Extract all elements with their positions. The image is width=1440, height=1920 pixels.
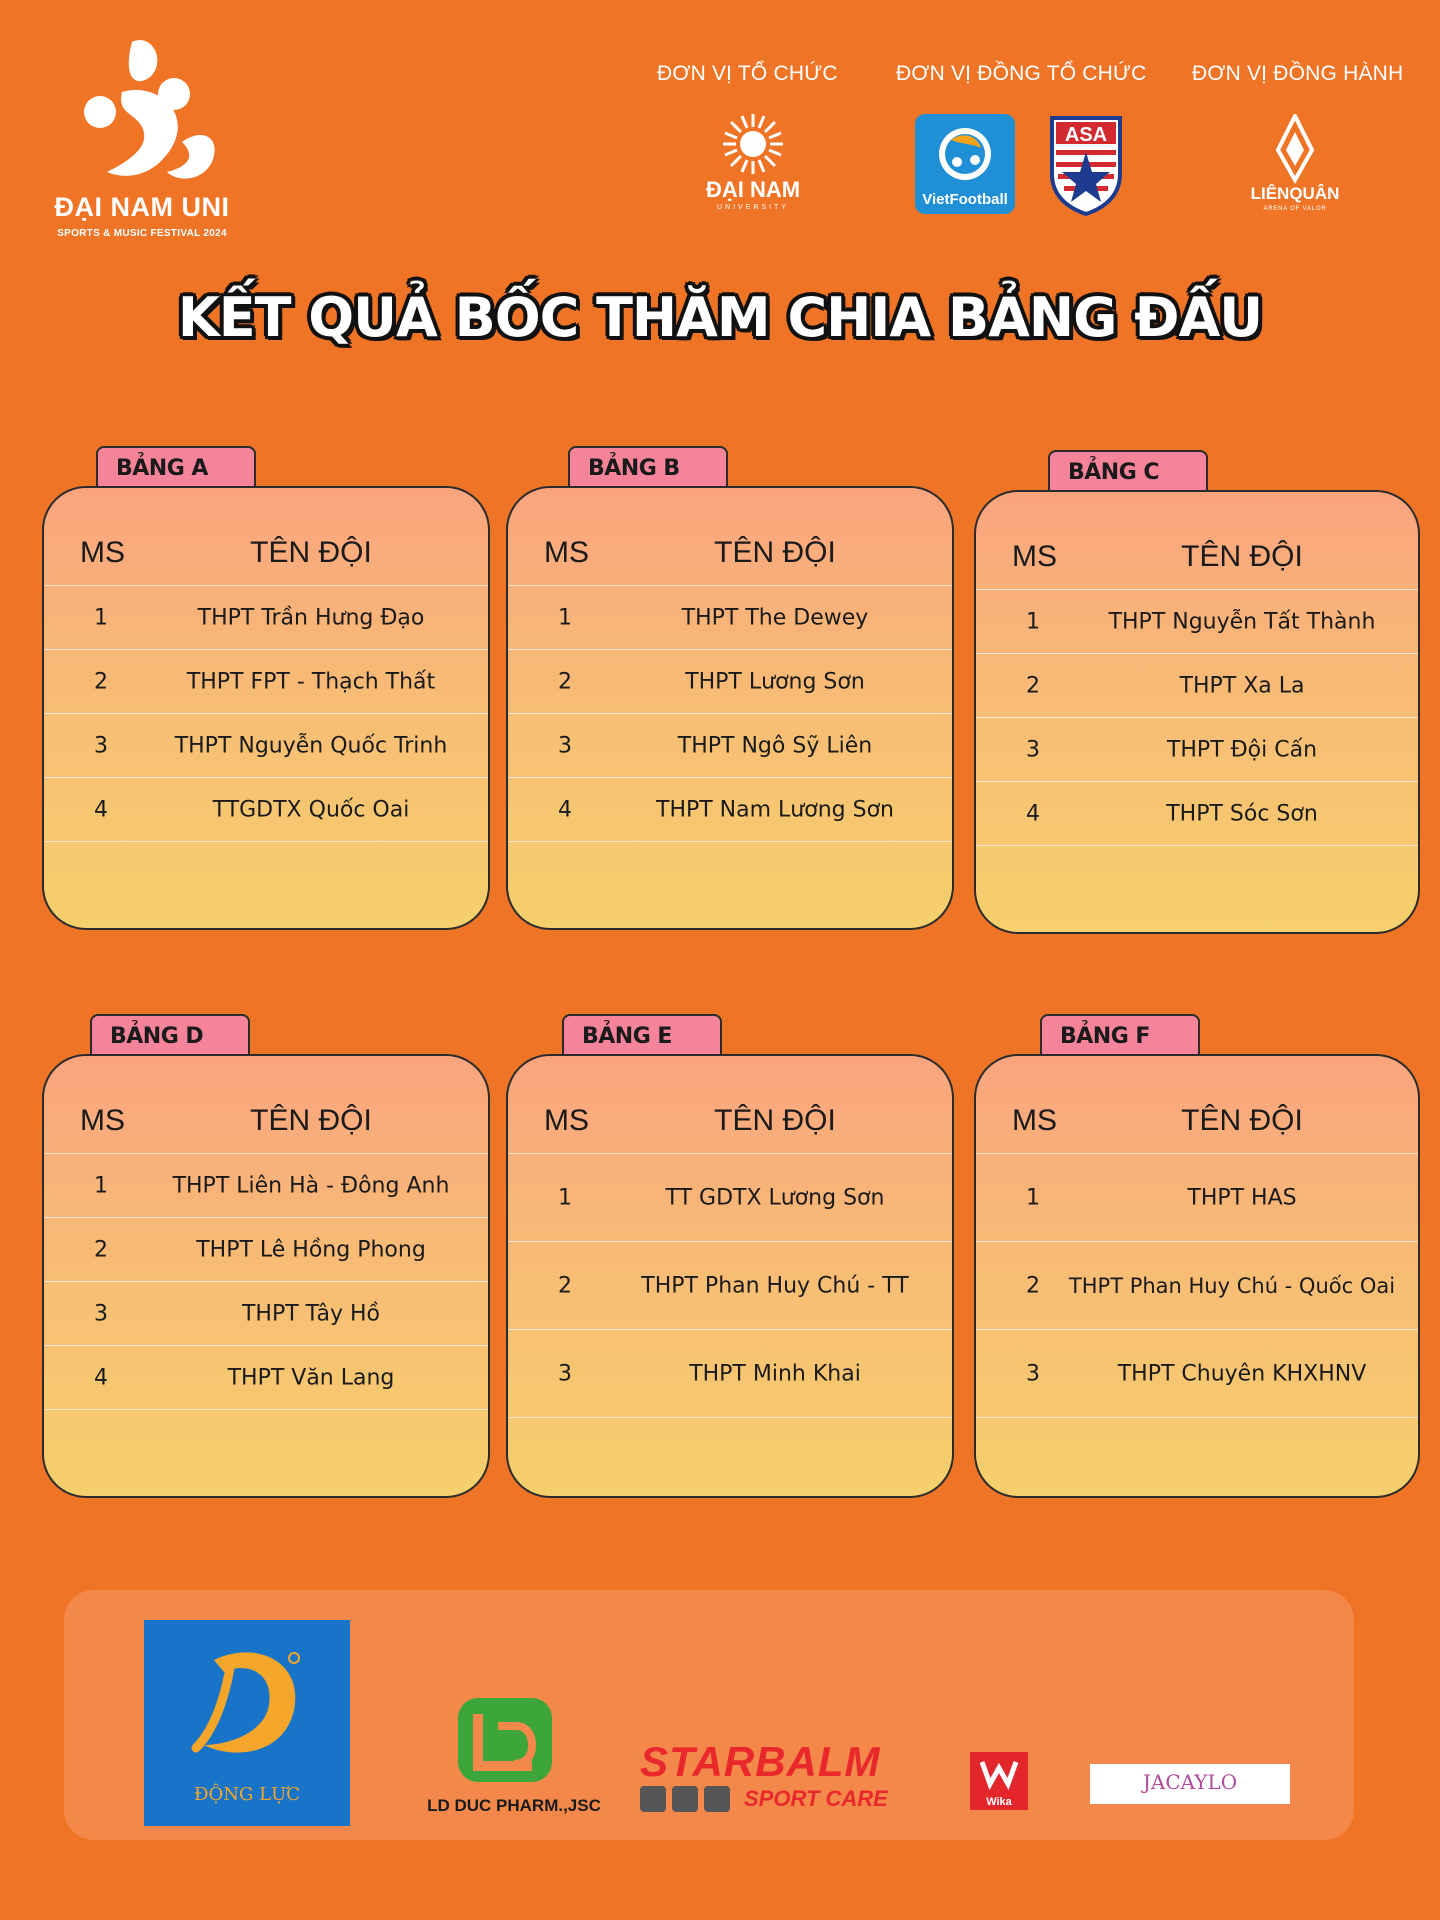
asa-text: ASA	[1064, 124, 1108, 146]
group-tab: BẢNG A	[96, 446, 256, 492]
festival-subtitle: SPORTS & MUSIC FESTIVAL 2024	[57, 228, 227, 239]
row-team: THPT Ngô Sỹ Liên	[677, 733, 873, 758]
festival-name: ĐẠI NAM UNI	[54, 192, 230, 222]
starbalm-sub: SPORT CARE	[744, 1786, 888, 1811]
row-ms: 3	[94, 1301, 108, 1326]
lienquan-sub: ARENA OF VALOR	[1263, 206, 1327, 212]
table-header	[508, 488, 952, 586]
table-row	[44, 1346, 488, 1410]
row-ms: 3	[1026, 737, 1040, 762]
table-row	[44, 1282, 488, 1346]
row-ms: 1	[94, 1173, 108, 1198]
row-ms: 1	[94, 605, 108, 630]
vietfootball-text: VietFootball	[922, 191, 1008, 208]
row-team: THPT Liên Hà - Đông Anh	[172, 1173, 450, 1198]
header-ms: MS	[544, 536, 589, 569]
header-ms: MS	[80, 1104, 125, 1137]
table-row	[976, 1242, 1418, 1330]
ld-duc-mark-icon	[450, 1690, 560, 1790]
row-team: THPT Sóc Sơn	[1166, 801, 1318, 826]
table-header	[508, 1056, 952, 1154]
row-team: THPT Phan Huy Chú - Quốc Oai	[1068, 1273, 1396, 1298]
lienquan-emblem-icon	[1240, 114, 1350, 184]
companion-label: ĐƠN VỊ ĐỒNG HÀNH	[1192, 62, 1404, 85]
row-team: THPT Lê Hồng Phong	[196, 1237, 426, 1262]
table-row	[508, 586, 952, 650]
festival-logo	[42, 32, 242, 252]
table-row	[976, 654, 1418, 718]
row-ms: 4	[94, 797, 108, 822]
dong-luc-d-icon	[144, 1620, 350, 1780]
header-team: TÊN ĐỘI	[250, 1104, 372, 1137]
row-team: THPT Minh Khai	[689, 1361, 861, 1386]
lienquan-text: LIÊNQUÂN	[1250, 184, 1340, 203]
dainam-logo-sub: UNIVERSITY	[716, 204, 789, 211]
row-team: THPT HAS	[1187, 1185, 1297, 1210]
table-header	[976, 1056, 1418, 1154]
wika-w-icon	[970, 1752, 1028, 1792]
table-row	[508, 714, 952, 778]
page-title: KẾT QUẢ BỐC THĂM CHIA BẢNG ĐẤU	[177, 286, 1263, 349]
header-ms: MS	[80, 536, 125, 569]
row-ms: 3	[1026, 1361, 1040, 1386]
table-header	[976, 492, 1418, 590]
row-team: THPT Nguyễn Tất Thành	[1108, 609, 1376, 634]
row-team: THPT The Dewey	[681, 605, 869, 630]
cycling-icon	[640, 1786, 666, 1812]
row-team: THPT Văn Lang	[227, 1365, 395, 1390]
row-ms: 3	[558, 733, 572, 758]
dainam-university-logo	[688, 112, 818, 222]
table-row	[44, 1218, 488, 1282]
row-ms: 2	[1026, 1273, 1040, 1298]
row-ms: 2	[94, 669, 108, 694]
sun-icon	[688, 112, 818, 174]
group-tab: BẢNG D	[90, 1014, 250, 1060]
row-team: THPT Đội Cấn	[1166, 737, 1318, 762]
starbalm-icons	[640, 1786, 730, 1812]
table-row	[44, 650, 488, 714]
asa-logo	[1048, 114, 1124, 220]
group-card	[974, 490, 1420, 934]
jacaylo-logo	[1090, 1764, 1290, 1804]
row-team: THPT Nguyễn Quốc Trinh	[174, 733, 448, 758]
ld-duc-text: LD DUC PHARM.,JSC	[427, 1796, 601, 1815]
row-ms: 2	[1026, 673, 1040, 698]
row-team: THPT Lương Sơn	[685, 669, 865, 694]
row-ms: 1	[1026, 609, 1040, 634]
table-row	[508, 1154, 952, 1242]
row-team: THPT FPT - Thạch Thất	[186, 669, 436, 694]
jacaylo-text: JACAYLO	[1142, 1770, 1238, 1794]
row-team: TT GDTX Lương Sơn	[665, 1185, 885, 1210]
organizer-label: ĐƠN VỊ TỔ CHỨC	[657, 62, 838, 85]
row-team: THPT Phan Huy Chú - TT	[641, 1273, 909, 1298]
row-ms: 1	[1026, 1185, 1040, 1210]
asa-shield-icon	[1048, 114, 1124, 216]
group-tab: BẢNG C	[1048, 450, 1208, 496]
table-header	[44, 488, 488, 586]
group-card	[42, 1054, 490, 1498]
header-ms: MS	[1012, 1104, 1057, 1137]
row-team: THPT Xa La	[1179, 673, 1305, 698]
dong-luc-logo	[144, 1620, 350, 1826]
group-tab: BẢNG F	[1040, 1014, 1200, 1060]
wika-logo	[970, 1752, 1028, 1810]
table-row	[44, 714, 488, 778]
co-organizer-label: ĐƠN VỊ ĐỒNG TỔ CHỨC	[896, 62, 1147, 85]
table-row	[44, 1154, 488, 1218]
header-team: TÊN ĐỘI	[1181, 1104, 1303, 1137]
starbalm-text: STARBALM	[640, 1738, 881, 1785]
row-team: THPT Tây Hồ	[241, 1301, 381, 1326]
row-ms: 2	[558, 1273, 572, 1298]
table-row	[976, 1330, 1418, 1418]
group-card	[506, 486, 954, 930]
table-row	[976, 1154, 1418, 1242]
group-card	[506, 1054, 954, 1498]
group-card	[974, 1054, 1420, 1498]
group-tab: BẢNG B	[568, 446, 728, 492]
vietfootball-logo	[915, 114, 1015, 214]
row-ms: 1	[558, 605, 572, 630]
header-team: TÊN ĐỘI	[714, 1104, 836, 1137]
row-team: THPT Nam Lương Sơn	[656, 797, 894, 822]
table-header	[44, 1056, 488, 1154]
header-team: TÊN ĐỘI	[250, 536, 372, 569]
row-team: TTGDTX Quốc Oai	[212, 797, 410, 822]
table-row	[508, 650, 952, 714]
header-ms: MS	[544, 1104, 589, 1137]
row-team: THPT Chuyên KHXHNV	[1117, 1361, 1367, 1386]
dainam-logo-text: ĐẠI NAM	[705, 177, 801, 202]
table-row	[508, 778, 952, 842]
sponsor-panel	[64, 1590, 1354, 1840]
row-ms: 2	[94, 1237, 108, 1262]
ld-duc-logo	[450, 1690, 560, 1794]
wika-text: Wika	[986, 1796, 1012, 1808]
row-ms: 3	[94, 733, 108, 758]
dong-luc-text: ĐỘNG LỰC	[193, 1784, 301, 1805]
row-team: THPT Trần Hưng Đạo	[197, 605, 425, 630]
header-ms: MS	[1012, 540, 1057, 573]
group-card	[42, 486, 490, 930]
header-team: TÊN ĐỘI	[1181, 540, 1303, 573]
header-team: TÊN ĐỘI	[714, 536, 836, 569]
row-ms: 4	[1026, 801, 1040, 826]
row-ms: 2	[558, 669, 572, 694]
football-icon	[915, 114, 1015, 194]
table-row	[976, 718, 1418, 782]
row-ms: 1	[558, 1185, 572, 1210]
festival-figure-icon	[62, 32, 232, 192]
table-row	[44, 586, 488, 650]
group-tab: BẢNG E	[562, 1014, 722, 1060]
table-row	[976, 782, 1418, 846]
row-ms: 4	[558, 797, 572, 822]
table-row	[44, 778, 488, 842]
table-row	[508, 1242, 952, 1330]
table-row	[976, 590, 1418, 654]
table-row	[508, 1330, 952, 1418]
row-ms: 3	[558, 1361, 572, 1386]
row-ms: 4	[94, 1365, 108, 1390]
football-player-icon	[672, 1786, 698, 1812]
running-icon	[704, 1786, 730, 1812]
lienquan-logo	[1240, 114, 1350, 224]
